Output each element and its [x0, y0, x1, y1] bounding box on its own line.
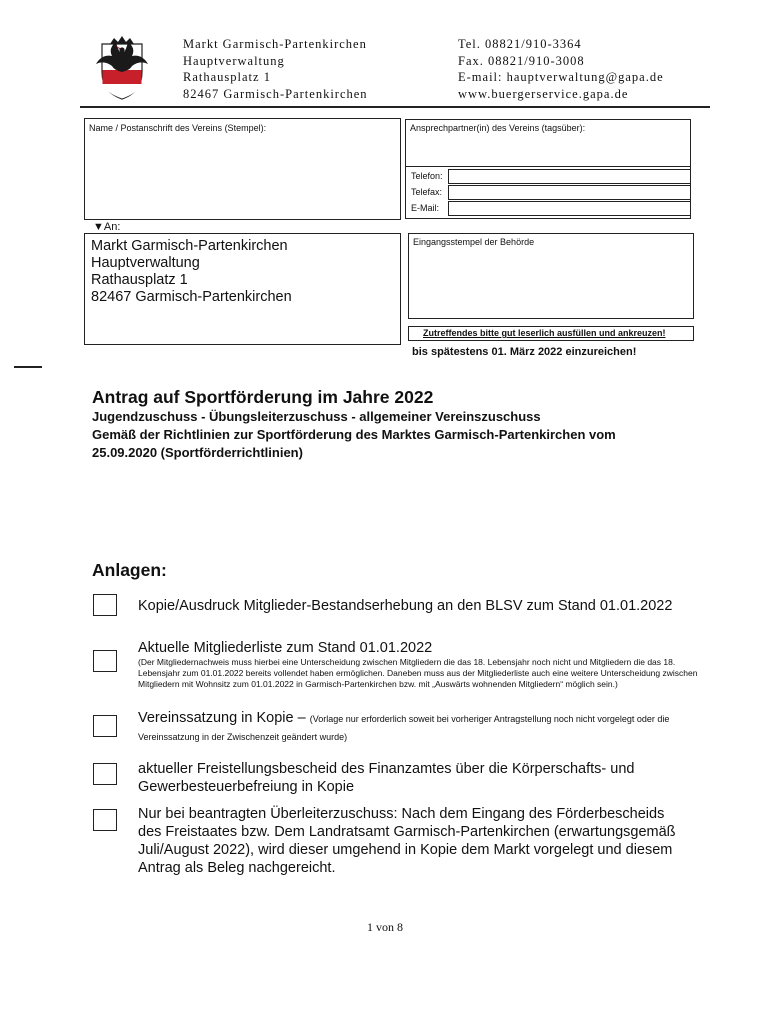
recipient-line: Rathausplatz 1: [91, 272, 188, 288]
contact-line: www.buergerservice.gapa.de: [458, 86, 629, 101]
recipient-box: [84, 233, 401, 345]
org-line: 82467 Garmisch-Partenkirchen: [183, 86, 368, 101]
contact-line: Tel. 08821/910-3364: [458, 37, 582, 51]
form-subtitle: Jugendzuschuss - Übungsleiterzuschuss - allgemeiner Vereinszuschuss: [92, 409, 541, 424]
fold-mark: [14, 366, 42, 368]
attachment-note: (Vorlage nur erforderlich soweit bei vorheriger Antragstellung noch nicht vorgelegt oder die Vereinssatzung in der Zwischenzeit geändert wurde): [138, 714, 670, 742]
org-address: [183, 36, 368, 102]
email-row: [408, 201, 693, 217]
receipt-stamp-box: [408, 233, 694, 319]
contact-line: Fax. 08821/910-3008: [458, 53, 585, 68]
org-line: Rathausplatz 1: [183, 70, 271, 84]
attachments-heading: Anlagen:: [92, 560, 167, 580]
phone-input[interactable]: [448, 169, 691, 184]
form-title: Antrag auf Sportförderung im Jahre 2022: [92, 387, 434, 407]
recipient-line: Hauptverwaltung: [91, 255, 200, 271]
recipient-marker: ▼An:: [93, 221, 121, 233]
contact-person-box[interactable]: [405, 119, 691, 167]
club-name-box[interactable]: [84, 118, 401, 220]
attachment-text: Aktuelle Mitgliederliste zum Stand 01.01.2022: [138, 640, 433, 656]
fax-row: [408, 185, 693, 201]
attachment-text: aktueller Freistellungsbescheid des Finanzamtes über die Körperschafts- und Gewerbesteuerbefreiung in Kopie: [138, 761, 635, 795]
attachment-item: [138, 597, 698, 615]
attachment-item: [138, 639, 698, 690]
attachment-item: [138, 760, 678, 796]
header-divider: [80, 106, 710, 108]
org-line: Hauptverwaltung: [183, 53, 285, 68]
attachment-checkbox[interactable]: [93, 809, 117, 831]
attachment-checkbox[interactable]: [93, 650, 117, 672]
club-name-label: Name / Postanschrift des Vereins (Stempel):: [89, 123, 267, 133]
fax-label: Telefax:: [411, 187, 443, 197]
email-input[interactable]: [448, 201, 691, 216]
page-number: 1 von 8: [367, 920, 403, 934]
contact-line: E-mail: hauptverwaltung@gapa.de: [458, 70, 664, 84]
recipient-line: Markt Garmisch-Partenkirchen: [91, 238, 288, 254]
recipient-line: 82467 Garmisch-Partenkirchen: [91, 289, 292, 305]
fax-input[interactable]: [448, 185, 691, 200]
attachment-checkbox[interactable]: [93, 594, 117, 616]
form-guideline-date: 25.09.2020 (Sportförderrichtlinien): [92, 445, 303, 460]
deadline-note: bis spätestens 01. März 2022 einzureichen!: [412, 346, 637, 358]
attachment-text: Nur bei beantragten Überleiterzuschuss: Nach dem Eingang des Förderbescheids des Freistaates bzw. Dem Landratsamt Garmisch-Partenkirchen (erwartungsgemäß Juli/August 2022), wird dieser umgehend in Kopie dem Markt vorgelegt und diesem Antrag als Beleg nachgereicht.: [138, 806, 676, 876]
attachment-text: Vereinssatzung in Kopie –: [138, 710, 310, 726]
attachment-note: (Der Mitgliedernachweis muss hierbei eine Unterscheidung zwischen Mitgliedern die das 18. Lebensjahr noch nicht und Mitgliedern die das 18. Lebensjahr zum 01.01.2022 bereits vollendet haben ermöglichen. Daneben muss aus der Mitgliederliste auch eine weitere Unterscheidung zwischen Mitgliedern mit Wohnsitz zum 01.01.2022 in Garmisch-Partenkirchen bzw. mit „Auswärts wohnenden Mitgliedern“ möglich sein.): [138, 657, 698, 689]
fill-note: Zutreffendes bitte gut leserlich ausfüllen und ankreuzen!: [423, 328, 666, 338]
coat-of-arms-icon: [90, 36, 152, 102]
attachment-checkbox[interactable]: [93, 763, 117, 785]
email-label: E-Mail:: [411, 203, 440, 213]
attachment-text: Kopie/Ausdruck Mitglieder-Bestandserhebung an den BLSV zum Stand 01.01.2022: [138, 598, 673, 614]
form-guideline: Gemäß der Richtlinien zur Sportförderung des Marktes Garmisch-Partenkirchen vom: [92, 427, 616, 442]
org-contact: [458, 36, 664, 102]
attachment-checkbox[interactable]: [93, 715, 117, 737]
recipient-address: [91, 238, 292, 306]
attachment-item: [138, 709, 698, 745]
receipt-stamp-label: Eingangsstempel der Behörde: [413, 237, 535, 247]
phone-row: [408, 169, 693, 185]
contact-person-label: Ansprechpartner(in) des Vereins (tagsüber):: [410, 123, 586, 133]
attachment-item: [138, 805, 678, 877]
phone-label: Telefon:: [411, 171, 443, 181]
org-line: Markt Garmisch-Partenkirchen: [183, 37, 367, 51]
fill-note-box: [408, 326, 694, 341]
